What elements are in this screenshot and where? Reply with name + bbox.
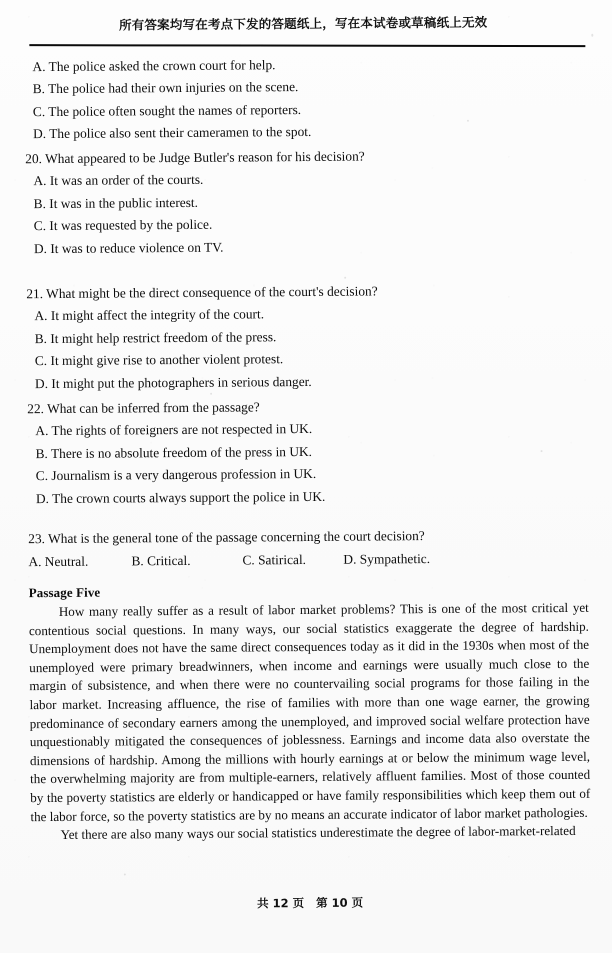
option-a[interactable]: A. The police asked the crown court for help. (32, 57, 276, 75)
option-d[interactable]: D. The crown courts always support the police in UK. (35, 488, 326, 506)
question-block-carryover (24, 56, 545, 141)
scan-artifact (467, 120, 469, 122)
scan-artifact (124, 873, 126, 875)
question-block-20 (25, 148, 546, 255)
option-b[interactable]: B. Critical. (131, 553, 191, 569)
option-c[interactable]: C. The police often sought the names of reporters. (32, 101, 302, 119)
scan-artifact (344, 277, 346, 279)
option-d[interactable]: D. Sympathetic. (343, 551, 431, 568)
option-a[interactable]: A. It was an order of the courts. (33, 172, 204, 189)
total-pages-label: 共 12 页 (257, 896, 305, 911)
option-c[interactable]: C. Journalism is a very dangerous profession in UK. (35, 466, 317, 484)
option-b[interactable]: B. There is no absolute freedom of the press in UK. (35, 443, 313, 461)
current-page-label: 第 10 页 (316, 895, 364, 910)
question-stem-21: 21. What might be the direct consequence of the court's decision? (26, 283, 378, 302)
option-d[interactable]: D. It was to reduce violence on TV. (33, 239, 224, 256)
question-block-22 (27, 398, 548, 505)
question-block-21 (26, 283, 547, 390)
scan-artifact (541, 450, 543, 452)
option-b[interactable]: B. The police had their own injuries on the scene. (32, 79, 299, 97)
option-b[interactable]: B. It might help restrict freedom of the press. (34, 329, 277, 346)
inline-options-row-23 (28, 551, 548, 573)
header-divider-rule (29, 44, 585, 47)
option-d[interactable]: D. It might put the photographers in serious danger. (34, 373, 312, 391)
option-a[interactable]: A. The rights of foreigners are not respected in UK. (35, 421, 313, 439)
scan-artifact (210, 393, 212, 395)
option-a[interactable]: A. Neutral. (28, 554, 89, 570)
passage-paragraph-1: How many really suffer as a result of labor market problems? This is one of the most critical yet contentious social questions. In many ways, our social statistics exaggerate the degree of hardship. Unemployment does not have the same direct consequences today as it did in the 1930s when most of the unemployed were primary breadwinners, when income and earnings were usually much close to the margin of subsistence, and when there were no countervailing social programs for those failing in the labor market. Increasing affluence, the rise of families with more than one wage earner, the growing predominance of secondary earners among the unemployed, and improved social welfare protection have unquestionably mitigated the consequences of joblessness. Earnings and income data also overstate the dimensions of hardship. Among the millions with hourly earnings at or below the minimum wage level, the overwhelming majority are from multiple-earners, relatively affluent families. Most of those counted by the poverty statistics are elderly or handicapped or have family responsibilities which keep them out of the labor force, so the poverty statistics are by no means an accurate indicator of labor market pathologies. (28, 599, 591, 824)
option-b[interactable]: B. It was in the public interest. (33, 194, 199, 211)
scan-artifact (591, 34, 593, 37)
passage-paragraph-2: Yet there are also many ways our social statistics underestimate the degree of labor-market-related (60, 823, 576, 843)
question-stem-20: 20. What appeared to be Judge Butler's reason for his decision? (25, 148, 365, 167)
passage-body (29, 599, 591, 845)
question-stem-22: 22. What can be inferred from the passage? (27, 399, 260, 417)
passage-title: Passage Five (28, 584, 101, 601)
page-header (0, 12, 609, 51)
option-c[interactable]: C. It was requested by the police. (33, 216, 213, 234)
option-a[interactable]: A. It might affect the integrity of the court. (34, 306, 265, 324)
exam-notice-text: 所有答案均写在考点下发的答题纸上，写在本试卷或草稿纸上无效 (118, 14, 488, 33)
question-block-23 (28, 528, 548, 572)
option-c[interactable]: C. It might give rise to another violent protest. (34, 351, 284, 369)
option-c[interactable]: C. Satirical. (242, 552, 307, 568)
option-d[interactable]: D. The police also sent their cameramen to the spot. (32, 124, 312, 142)
question-stem-23: 23. What is the general tone of the passage concerning the court decision? (28, 528, 425, 547)
page-footer (4, 893, 612, 914)
